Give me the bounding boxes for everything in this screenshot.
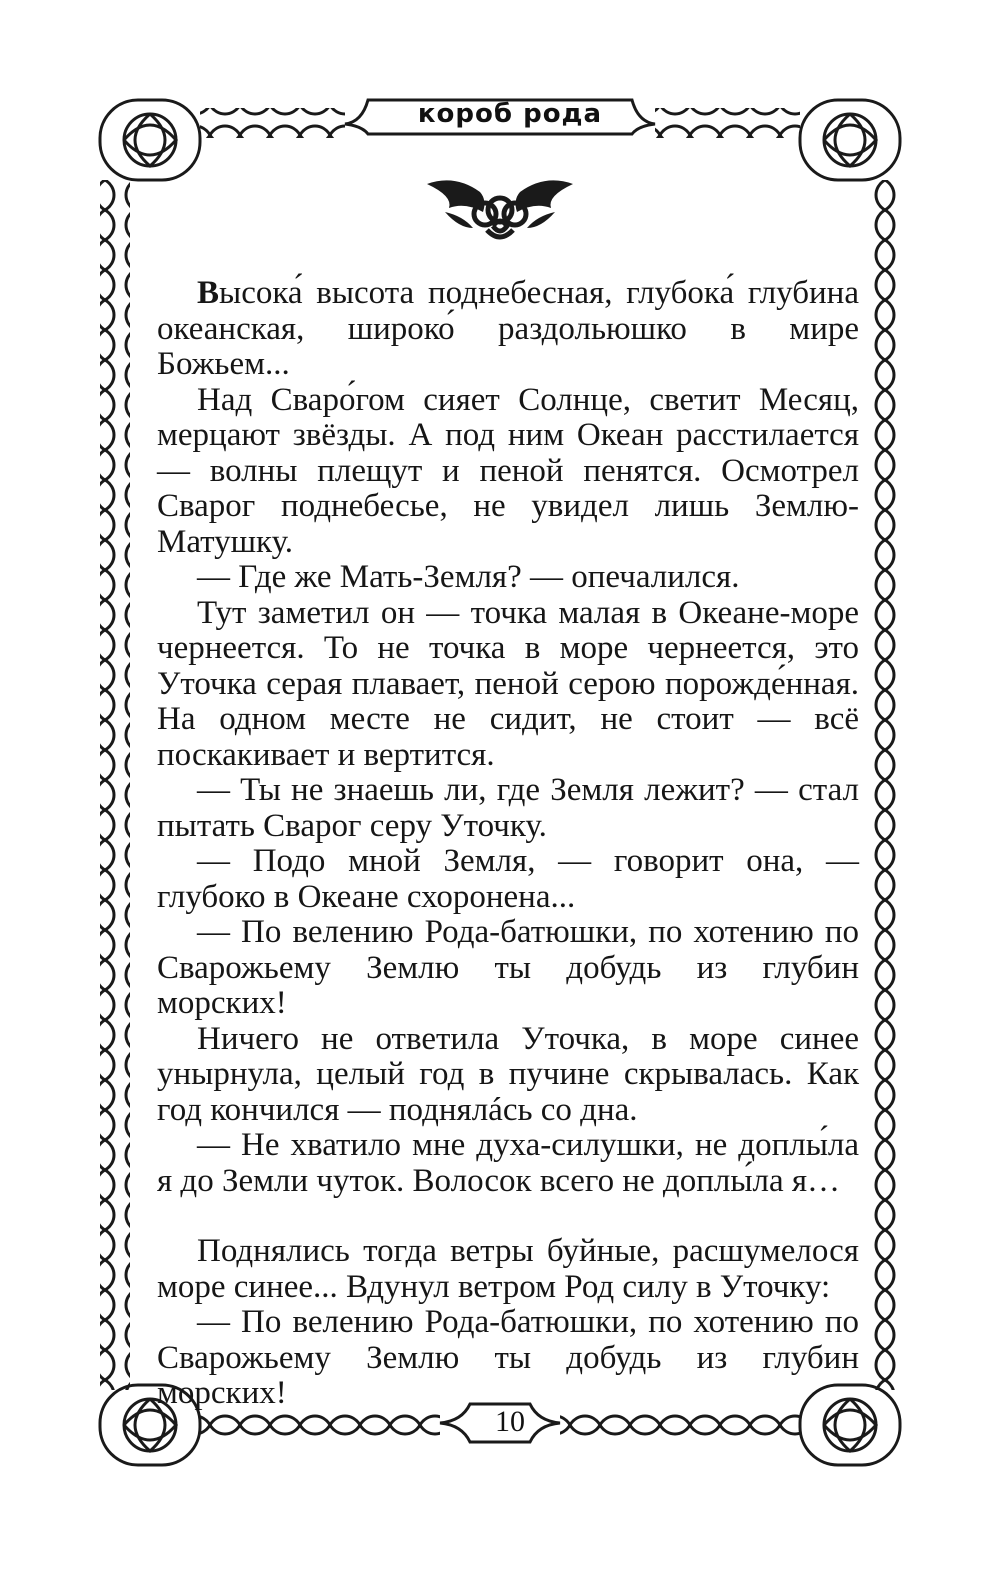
paragraph: Поднялись тогда ветры буйные, расшумелося море синее... Вдунул ветром Род силу в Уточку: [157,1233,859,1305]
celtic-knot-ornament-icon [425,172,575,247]
paragraph: — Ты не знаешь ли, где Земля лежит? — стал пытать Сварог серу Уточку. [157,772,859,844]
paragraph: — Где же Мать-Земля? — опечалился. [197,559,740,595]
paragraph: — По велению Рода-батюшки, по хотению по Сварожьему Землю ты добудь из глубин морских! [157,1304,859,1411]
paragraph: — Не хватило мне духа-силушки, не доплы́ла я до Земли чуток. Волосок всего не доплы́ла я… [157,1127,859,1199]
paragraph: Тут заметил он — точка малая в Океане-море чернеется. То не точка в море чернеется, это Уточка серая плавает, пеной серою порожде́нная. На одном месте не сидит, не стоит — всё поскакивает и вертится. [157,594,859,773]
paragraph: Высока́ высота поднебесная, глубока́ глубина океанская, широко́ раздольюшко в мире Божьем... [157,275,859,382]
top-left-border-braid [200,108,345,138]
bottom-right-border-braid [560,1408,800,1438]
paragraph: Ничего не ответила Уточка, в море синее унырнула, целый год в пучине скрывалась. Как год кончился — поднялáсь со дна. [157,1020,859,1128]
right-border-braid [870,180,900,1390]
running-header: короб рода [417,99,603,129]
corner-knot-top-left [100,100,200,180]
paragraph: — Подо мной Земля, — говорит она, — глубоко в Океане схоронена... [157,843,859,915]
left-border-braid [100,180,130,1390]
top-right-border-braid [655,108,800,138]
initial-letter: В [197,275,220,311]
bottom-left-border-braid [200,1408,440,1438]
page-number: 10 [495,1405,525,1438]
paragraph: — По велению Рода-батюшки, по хотению по Сварожьему Землю ты добудь из глубин морских! [157,914,859,1021]
story-text [157,276,859,1412]
corner-knot-top-right [800,100,900,180]
paragraph: Над Сваро́гом сияет Солнце, светит Месяц, мерцают звёзды. А под ним Океан расстилается — волны плещут и пеной пенятся. Осмотрел Сварог поднебесье, не увидел лишь Землю-Матушку. [157,381,859,560]
